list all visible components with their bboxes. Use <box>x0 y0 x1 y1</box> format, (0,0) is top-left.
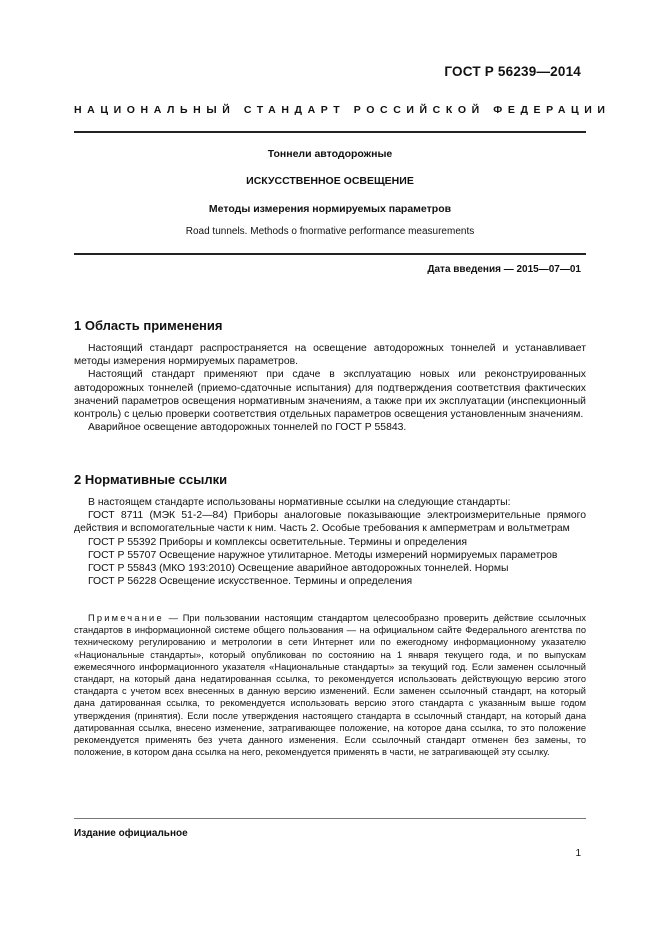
section-2-paragraph: В настоящем стандарте использованы нормативные ссылки на следующие стандарты: <box>88 497 511 508</box>
note <box>74 612 586 758</box>
reference-item: ГОСТ Р 56228 Освещение искусственное. Термины и определения <box>88 576 413 588</box>
section-2-heading: 2 Нормативные ссылки <box>74 472 228 487</box>
reference-item: ГОСТ Р 55707 Освещение наружное утилитарное. Методы измерений нормируемых параметров <box>88 549 558 561</box>
reference-item: ГОСТ Р 55843 (МКО 193:2010) Освещение аварийное автодорожных тоннелей. Нормы <box>88 563 509 575</box>
document-number: ГОСТ Р 56239—2014 <box>444 64 581 79</box>
section-2-body <box>74 496 586 588</box>
title-line-2: ИСКУССТВЕННОЕ ОСВЕЩЕНИЕ <box>246 175 414 187</box>
title-english: Road tunnels. Methods o fnormative performance measurements <box>185 226 475 237</box>
title-divider <box>74 253 586 255</box>
section-1-heading: 1 Область применения <box>74 318 223 333</box>
title-line-1: Тоннели автодорожные <box>267 148 393 160</box>
top-divider <box>74 131 586 133</box>
edition-label: Издание официальное <box>74 828 188 839</box>
section-1-paragraph: Настоящий стандарт распространяется на освещение автодорожных тоннелей и устанавливает методы измерения нормируемых параметров. <box>74 343 586 368</box>
standard-banner: НАЦИОНАЛЬНЫЙ СТАНДАРТ РОССИЙСКОЙ ФЕДЕРАЦИИ <box>74 104 611 116</box>
reference-item: ГОСТ 8711 (МЭК 51-2—84) Приборы аналоговые показывающие электроизмерительные прямого действия и вспомогательные части к ним. Часть 2. Особые требования к амперметрам и вольтметрам <box>74 510 586 535</box>
note-text: — При пользовании настоящим стандартом целесообразно проверить действие ссылочных стандартов в информационной системе общего пользования — на официальном сайте Федерального агентства по техническому регулированию и метрологии в сети Интернет или по ежегодному информационному указателю «Национальные стандарты», который опубликован по состоянию на 1 января текущего года, и по выпускам ежемесячного информационного указателя «Национальные стандарты» за текущий год. Если заменен ссылочный стандарт, на который дана недатированная ссылка, то рекомендуется использовать действующую версию этого стандарта с учетом всех внесенных в данную версию изменений. Если заменен ссылочный стандарт, на который дана датированная ссылка, то рекомендуется использовать версию этого стандарта с указанным выше годом утверждения (принятия). Если после утверждения настоящего стандарта в ссылочный стандарт, на который дана датированная ссылка, внесено изменение, затрагивающее положение, на которое дана ссылка, то это положение рекомендуется применять без учета данного изменения. Если ссылочный стандарт отменен без замены, то положение, в котором дана ссылка на него, рекомендуется применять в части, не затрагивающей эту ссылку. <box>74 613 586 758</box>
reference-item: ГОСТ Р 55392 Приборы и комплексы осветительные. Термины и определения <box>88 536 467 548</box>
page-number: 1 <box>575 848 581 859</box>
section-1-paragraph: Настоящий стандарт применяют при сдаче в эксплуатацию новых или реконструированных автодорожных тоннелей (приемо-сдаточные испытания) для подтверждения соответствия фактических значений параметров освещения нормативным значениям, а также при их эксплуатации (инспекционный контроль) с целью проверки соответствия отдельных параметров освещения установленным значениям. <box>74 369 586 421</box>
note-label: Примечание <box>88 613 164 623</box>
section-1-body <box>74 342 586 434</box>
section-1-paragraph: Аварийное освещение автодорожных тоннелей по ГОСТ Р 55843. <box>88 422 407 434</box>
footer-divider <box>74 818 586 819</box>
introduction-date: Дата введения — 2015—07—01 <box>427 264 581 275</box>
title-line-3: Методы измерения нормируемых параметров <box>208 203 452 215</box>
note-paragraph <box>74 612 586 758</box>
